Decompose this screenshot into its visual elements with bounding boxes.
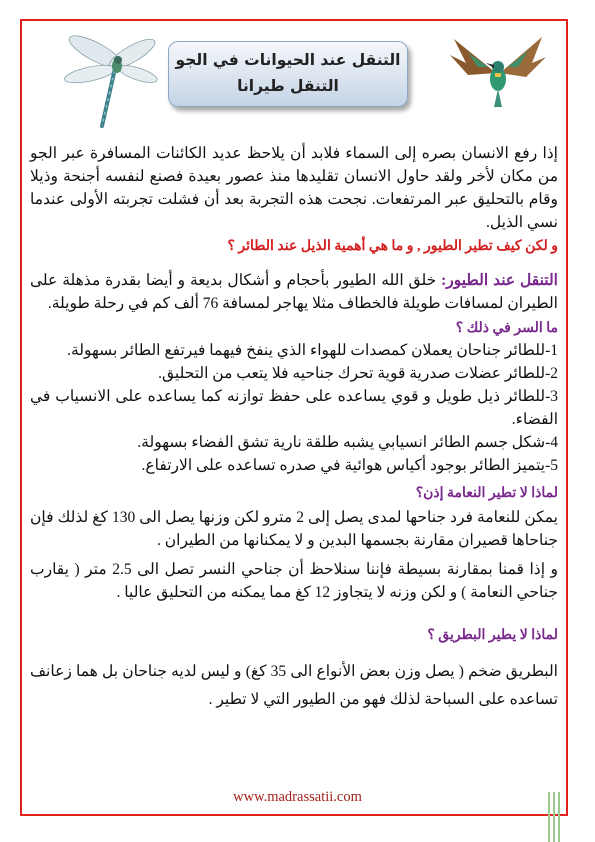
page-title: التنقل عند الحيوانات في الجو [175, 51, 401, 69]
secrets-list [30, 339, 558, 477]
list-item: 5-يتميز الطائر بوجود أكياس هوائية في صدره تساعده على الارتفاع. [141, 457, 558, 474]
ostrich-heading: لماذا لا تطير النعامة إذن؟ [415, 486, 558, 501]
secret-heading: ما السر في ذلك ؟ [455, 321, 558, 336]
intro-paragraph: إذا رفع الانسان بصره إلى السماء فلابد أن يلاحظ عديد الكائنات المسافرة عبر الجو من مكان لأخر ولقد حاول الانسان تقليدها منذ عصور بعيدة فصنع لنفسه أجنحة وذيلا وقام بالتحليق عبر المرتفعات. نجحت هذه التجربة بعد أن فشلت تجربته الأولى عندما نسي الذيل. [30, 145, 558, 231]
list-item: 2-للطائر عضلات صدرية قوية تحرك جناحيه فلا يتعب من التحليق. [158, 365, 558, 382]
website-footer: www.madrassatii.com [233, 789, 362, 805]
title-box [168, 41, 408, 107]
question-how-birds-fly: و لكن كيف تطير الطيور , و ما هي أهمية الذيل عند الطائر ؟ [227, 239, 558, 254]
birds-section [30, 269, 558, 315]
ostrich-paragraph-1: يمكن للنعامة فرد جناحها لمدى يصل إلى 2 مترو لكن وزنها يصل الى 130 كغ لذلك فإن جناحاها قصيران مقارنة بجسمها البدين و لا يمكنانها من الطيران . [30, 509, 558, 549]
birds-section-text: خلق الله الطيور بأحجام و أشكال بديعة و أيضا بقدرة مذهلة على الطيران لمسافات طويلة فالخطاف مثلا يهاجر لمسافة 76 ألف كم في رحلة طويلة. [30, 272, 558, 312]
page-subtitle: التنقل طيرانا [237, 77, 339, 95]
penguin-paragraph: البطريق ضخم ( يصل وزن بعض الأنواع الى 35 كغ) و ليس لديه جناحان بل هما زعانف تساعده على السباحة لذلك فهو من الطيور التي لا تطير . [30, 663, 558, 708]
dragonfly-illustration [62, 30, 158, 130]
list-item: 3-للطائر ذيل طويل و قوي يساعده على حفظ توازنه كما يساعده على الانسياب في الفضاء. [30, 388, 558, 428]
list-item: 1-للطائر جناحان يعملان كمصدات للهواء الذي ينفخ فيهما فيرتفع الطائر بسهولة. [67, 342, 558, 359]
birds-section-label: التنقل عند الطيور: [441, 272, 558, 289]
penguin-heading: لماذا لا يطير البطريق ؟ [427, 628, 558, 643]
list-item: 4-شكل جسم الطائر انسيابي يشبه طلقة نارية تشق الفضاء بسهولة. [137, 434, 558, 451]
bird-illustration [448, 33, 548, 111]
ostrich-paragraph-2: و إذا قمنا بمقارنة بسيطة فإننا سنلاحظ أن جناحي النسر تصل الى 2.5 متر ( يقارب جناحي النعامة ) و لكن وزنه لا يتجاوز 12 كغ مما يمكنه من التحليق عاليا . [30, 561, 558, 601]
